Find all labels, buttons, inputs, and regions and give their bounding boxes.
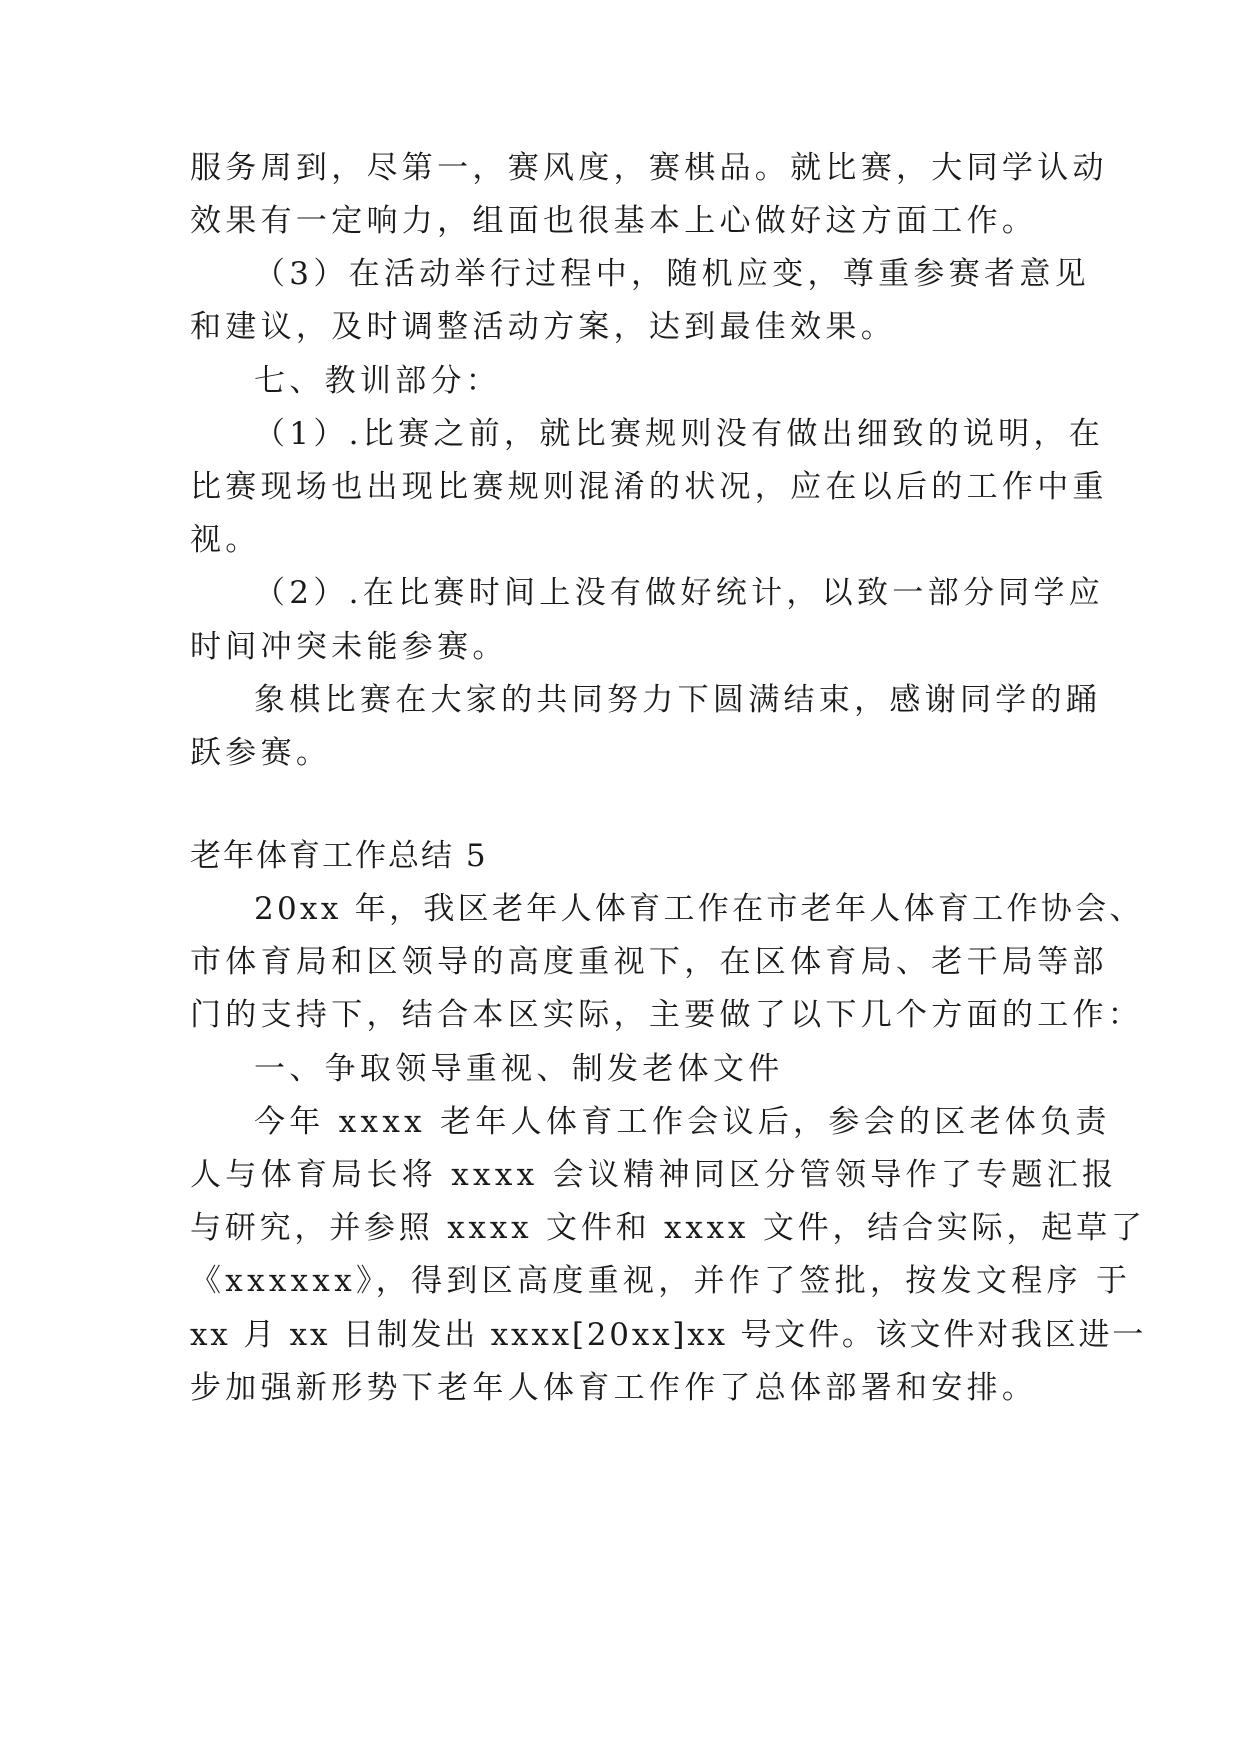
paragraph-line: 门的支持下，结合本区实际，主要做了以下几个方面的工作： (190, 997, 1144, 1033)
paragraph-line: 视。 (190, 522, 261, 558)
section-heading: 一、争取领导重视、制发老体文件 (254, 1051, 784, 1087)
paragraph-line: 步加强新形势下老年人体育工作作了总体部署和安排。 (190, 1370, 1038, 1406)
paragraph-line: 市体育局和区领导的高度重视下，在区体育局、老干局等部 (190, 944, 1108, 980)
paragraph-line: 服务周到，尽第一，赛风度，赛棋品。就比赛，大同学认动 (190, 150, 1108, 186)
paragraph-line: 时间冲突未能参赛。 (190, 629, 508, 665)
paragraph-line: 20xx 年，我区老年人体育工作在市老年人体育工作协会、 (254, 891, 1144, 927)
paragraph-line: 和建议，及时调整活动方案，达到最佳效果。 (190, 309, 896, 345)
paragraph-line: xx 月 xx 日制发出 xxxx[20xx]xx 号文件。该文件对我区进一 (190, 1317, 1147, 1353)
paragraph-line: 效果有一定响力，组面也很基本上心做好这方面工作。 (190, 203, 1038, 239)
document-title: 老年体育工作总结 5 (190, 838, 488, 874)
paragraph-line: （2）.在比赛时间上没有做好统计，以致一部分同学应 (254, 575, 1105, 611)
paragraph-line: 今年 xxxx 老年人体育工作会议后，参会的区老体负责 (254, 1104, 1111, 1140)
paragraph-line: 与研究，并参照 xxxx 文件和 xxxx 文件，结合实际，起草了 (190, 1210, 1146, 1246)
paragraph-line: 《xxxxxx》，得到区高度重视，并作了签批，按发文程序 于 (190, 1263, 1132, 1299)
paragraph-line: 象棋比赛在大家的共同努力下圆满结束，感谢同学的踊 (254, 682, 1102, 718)
paragraph-line: 人与体育局长将 xxxx 会议精神同区分管领导作了专题汇报 (190, 1157, 1118, 1193)
paragraph-line: （1）.比赛之前，就比赛规则没有做出细致的说明，在 (254, 416, 1105, 452)
paragraph-line: 比赛现场也出现比赛规则混淆的状况，应在以后的工作中重 (190, 469, 1108, 505)
section-heading: 七、教训部分： (254, 363, 502, 399)
paragraph-line: 跃参赛。 (190, 735, 332, 771)
paragraph-line: （3）在活动举行过程中，随机应变，尊重参赛者意见 (254, 256, 1090, 292)
